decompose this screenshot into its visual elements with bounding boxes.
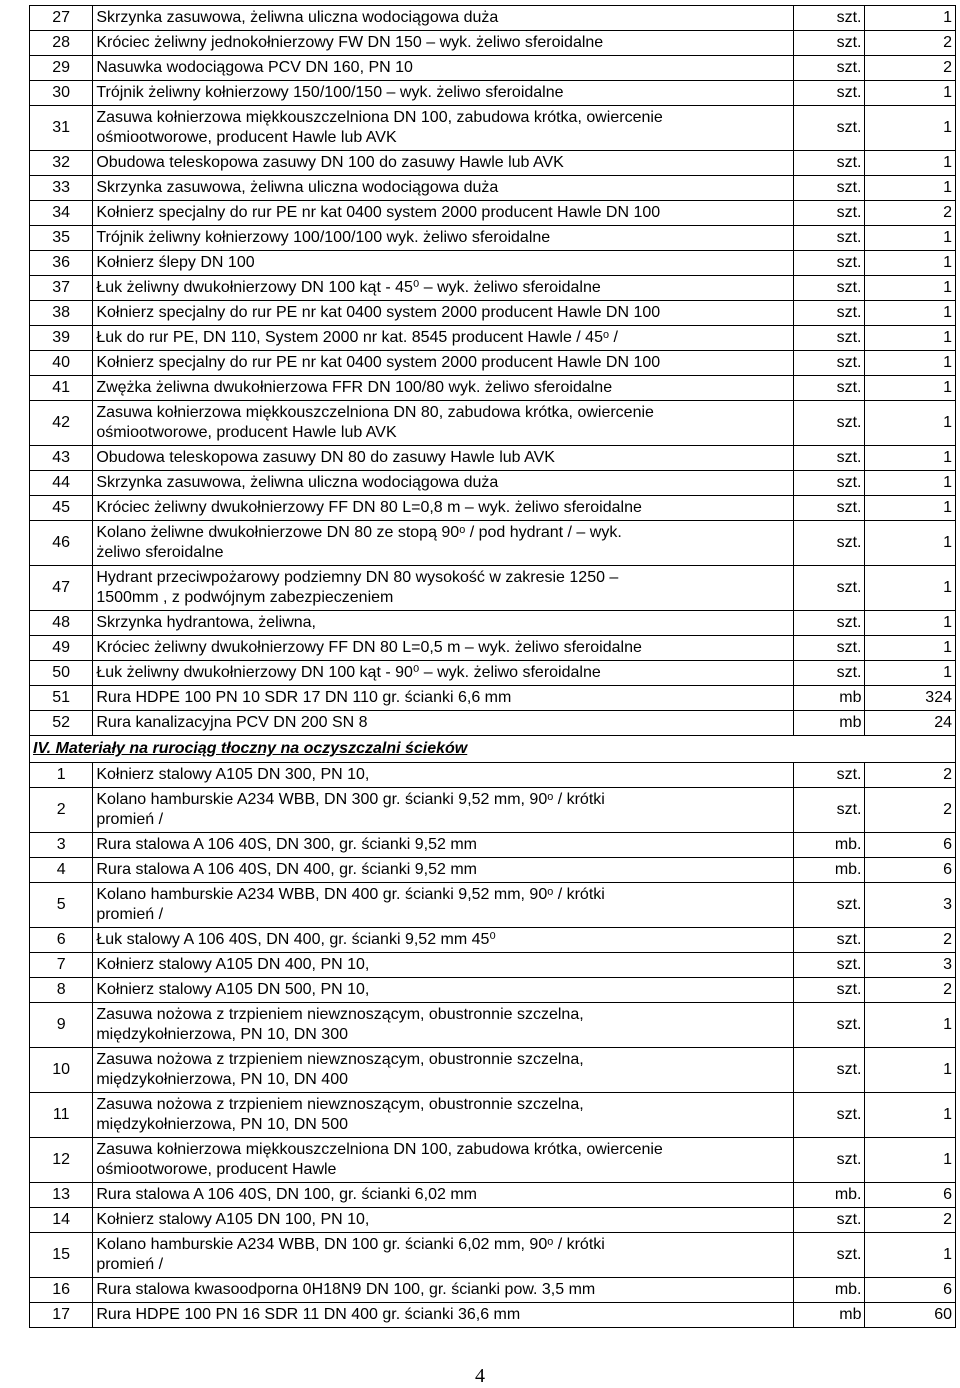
row-description (93, 151, 794, 176)
row-unit: mb (794, 1303, 865, 1328)
row-description (93, 106, 794, 151)
table-row (30, 351, 956, 376)
row-quantity: 2 (865, 763, 956, 788)
row-description (93, 833, 794, 858)
row-quantity: 1 (865, 301, 956, 326)
row-number: 1 (30, 763, 93, 788)
row-quantity: 1 (865, 251, 956, 276)
row-description (93, 978, 794, 1003)
row-unit: szt. (794, 661, 865, 686)
table-row (30, 201, 956, 226)
description-line: międzykołnierzowa, PN 10, DN 300 (96, 1026, 348, 1043)
row-unit: szt. (794, 226, 865, 251)
table-row (30, 81, 956, 106)
description-line: Kolano hamburskie A234 WBB, DN 400 gr. ścianki 9,52 mm, 90ᵒ / krótki (96, 886, 605, 903)
row-unit: szt. (794, 201, 865, 226)
row-unit: szt. (794, 1003, 865, 1048)
table-row (30, 496, 956, 521)
description-line: Zasuwa kołnierzowa miękkouszczelniona DN 80, zabudowa krótka, owiercenie (96, 404, 654, 421)
row-quantity: 1 (865, 1003, 956, 1048)
description-line: Rura HDPE 100 PN 10 SDR 17 DN 110 gr. ścianki 6,6 mm (96, 689, 512, 706)
row-number: 8 (30, 978, 93, 1003)
description-line: Zasuwa nożowa z trzpieniem niewznoszącym, obustronnie szczelna, (96, 1051, 584, 1068)
description-line: Kolano żeliwne dwukołnierzowe DN 80 ze stopą 90ᵒ / pod hydrant / – wyk. (96, 524, 622, 541)
row-quantity: 1 (865, 636, 956, 661)
row-unit: szt. (794, 106, 865, 151)
row-unit: szt. (794, 56, 865, 81)
row-unit: szt. (794, 1233, 865, 1278)
row-quantity: 324 (865, 686, 956, 711)
description-line: Rura stalowa A 106 40S, DN 100, gr. ścianki 6,02 mm (96, 1186, 477, 1203)
row-quantity: 1 (865, 521, 956, 566)
row-unit: szt. (794, 401, 865, 446)
row-quantity: 1 (865, 81, 956, 106)
row-unit: szt. (794, 636, 865, 661)
table-row (30, 883, 956, 928)
description-line: Skrzynka zasuwowa, żeliwna uliczna wodociągowa duża (96, 474, 499, 491)
table-row (30, 301, 956, 326)
row-description (93, 201, 794, 226)
section-row (30, 736, 956, 763)
table-row (30, 106, 956, 151)
description-line: Rura kanalizacyjna PCV DN 200 SN 8 (96, 714, 368, 731)
table-row (30, 56, 956, 81)
description-line: międzykołnierzowa, PN 10, DN 500 (96, 1116, 348, 1133)
row-number: 33 (30, 176, 93, 201)
row-unit: szt. (794, 301, 865, 326)
row-quantity: 1 (865, 566, 956, 611)
row-description (93, 401, 794, 446)
description-line: Kołnierz specjalny do rur PE nr kat 0400 system 2000 producent Hawle DN 100 (96, 354, 661, 371)
description-line: Rura HDPE 100 PN 16 SDR 11 DN 400 gr. ścianki 36,6 mm (96, 1306, 521, 1323)
description-line: Skrzynka zasuwowa, żeliwna uliczna wodociągowa duża (96, 9, 499, 26)
row-unit: szt. (794, 351, 865, 376)
row-unit: szt. (794, 978, 865, 1003)
row-number: 3 (30, 833, 93, 858)
table-row (30, 446, 956, 471)
row-unit: mb. (794, 1278, 865, 1303)
row-number: 50 (30, 661, 93, 686)
table-row (30, 566, 956, 611)
row-quantity: 1 (865, 446, 956, 471)
row-number: 46 (30, 521, 93, 566)
row-unit: szt. (794, 1138, 865, 1183)
row-unit: szt. (794, 326, 865, 351)
row-number: 11 (30, 1093, 93, 1138)
table-row (30, 788, 956, 833)
row-unit: szt. (794, 81, 865, 106)
row-number: 10 (30, 1048, 93, 1093)
row-description (93, 81, 794, 106)
table-row (30, 276, 956, 301)
row-quantity: 1 (865, 401, 956, 446)
row-unit: szt. (794, 446, 865, 471)
row-number: 51 (30, 686, 93, 711)
description-line: Zasuwa nożowa z trzpieniem niewznoszącym, obustronnie szczelna, (96, 1006, 584, 1023)
row-quantity: 1 (865, 106, 956, 151)
row-number: 34 (30, 201, 93, 226)
row-number: 52 (30, 711, 93, 736)
row-quantity: 2 (865, 788, 956, 833)
row-unit: szt. (794, 6, 865, 31)
description-line: Króciec żeliwny jednokołnierzowy FW DN 150 – wyk. żeliwo sferoidalne (96, 34, 604, 51)
row-description (93, 446, 794, 471)
row-quantity: 2 (865, 978, 956, 1003)
row-description (93, 301, 794, 326)
row-unit: szt. (794, 763, 865, 788)
row-number: 5 (30, 883, 93, 928)
description-line: 1500mm , z podwójnym zabezpieczeniem (96, 589, 394, 606)
row-description (93, 858, 794, 883)
row-description (93, 6, 794, 31)
table-row (30, 1233, 956, 1278)
row-quantity: 3 (865, 953, 956, 978)
table-row (30, 661, 956, 686)
row-quantity: 1 (865, 151, 956, 176)
row-unit: szt. (794, 566, 865, 611)
row-unit: szt. (794, 251, 865, 276)
table-row (30, 471, 956, 496)
table-row (30, 6, 956, 31)
row-number: 14 (30, 1208, 93, 1233)
row-unit: szt. (794, 1208, 865, 1233)
row-number: 38 (30, 301, 93, 326)
row-unit: szt. (794, 953, 865, 978)
description-line: Króciec żeliwny dwukołnierzowy FF DN 80 L=0,5 m – wyk. żeliwo sferoidalne (96, 639, 642, 656)
row-number: 7 (30, 953, 93, 978)
row-number: 36 (30, 251, 93, 276)
row-unit: szt. (794, 176, 865, 201)
row-number: 4 (30, 858, 93, 883)
row-number: 39 (30, 326, 93, 351)
row-number: 40 (30, 351, 93, 376)
row-number: 35 (30, 226, 93, 251)
page-number: 4 (475, 1365, 485, 1387)
description-line: Łuk żeliwny dwukołnierzowy DN 100 kąt - 45⁰ – wyk. żeliwo sferoidalne (96, 279, 601, 296)
description-line: Łuk stalowy A 106 40S, DN 400, gr. ścianki 9,52 mm 45⁰ (96, 931, 496, 948)
row-unit: szt. (794, 611, 865, 636)
row-quantity: 2 (865, 31, 956, 56)
row-quantity: 1 (865, 351, 956, 376)
description-line: Trójnik żeliwny kołnierzowy 150/100/150 – wyk. żeliwo sferoidalne (96, 84, 564, 101)
row-description (93, 686, 794, 711)
row-description (93, 496, 794, 521)
row-unit: szt. (794, 1093, 865, 1138)
table-row (30, 711, 956, 736)
row-unit: mb. (794, 833, 865, 858)
description-line: międzykołnierzowa, PN 10, DN 400 (96, 1071, 348, 1088)
row-description (93, 1278, 794, 1303)
row-description (93, 251, 794, 276)
row-number: 29 (30, 56, 93, 81)
description-line: ośmiootworowe, producent Hawle (96, 1161, 337, 1178)
row-quantity: 2 (865, 201, 956, 226)
table-row (30, 31, 956, 56)
description-line: Łuk żeliwny dwukołnierzowy DN 100 kąt - 90⁰ – wyk. żeliwo sferoidalne (96, 664, 601, 681)
row-number: 41 (30, 376, 93, 401)
row-description (93, 661, 794, 686)
row-unit: mb (794, 711, 865, 736)
row-quantity: 2 (865, 928, 956, 953)
row-quantity: 1 (865, 326, 956, 351)
row-unit: szt. (794, 471, 865, 496)
row-quantity: 6 (865, 1183, 956, 1208)
description-line: Nasuwka wodociągowa PCV DN 160, PN 10 (96, 59, 413, 76)
description-line: Łuk do rur PE, DN 110, System 2000 nr kat. 8545 producent Hawle / 45ᵒ / (96, 329, 618, 346)
description-line: Rura stalowa A 106 40S, DN 400, gr. ścianki 9,52 mm (96, 861, 477, 878)
row-number: 15 (30, 1233, 93, 1278)
row-quantity: 24 (865, 711, 956, 736)
section-heading: IV. Materiały na rurociąg tłoczny na oczyszczalni ścieków (30, 736, 956, 763)
table-row (30, 401, 956, 446)
row-number: 2 (30, 788, 93, 833)
row-number: 44 (30, 471, 93, 496)
row-number: 37 (30, 276, 93, 301)
table-row (30, 978, 956, 1003)
row-quantity: 3 (865, 883, 956, 928)
row-quantity: 1 (865, 1138, 956, 1183)
row-quantity: 2 (865, 1208, 956, 1233)
row-description (93, 471, 794, 496)
row-number: 30 (30, 81, 93, 106)
row-number: 49 (30, 636, 93, 661)
row-number: 48 (30, 611, 93, 636)
description-line: ośmiootworowe, producent Hawle lub AVK (96, 424, 397, 441)
materials-table-body (30, 6, 956, 1328)
row-description (93, 326, 794, 351)
table-row (30, 1278, 956, 1303)
description-line: Kołnierz specjalny do rur PE nr kat 0400 system 2000 producent Hawle DN 100 (96, 304, 661, 321)
description-line: Kołnierz stalowy A105 DN 500, PN 10, (96, 981, 370, 998)
description-line: Kołnierz stalowy A105 DN 400, PN 10, (96, 956, 370, 973)
row-quantity: 1 (865, 471, 956, 496)
row-description (93, 56, 794, 81)
table-row (30, 611, 956, 636)
description-line: Kolano hamburskie A234 WBB, DN 100 gr. ścianki 6,02 mm, 90ᵒ / krótki (96, 1236, 605, 1253)
row-description (93, 883, 794, 928)
row-description (93, 953, 794, 978)
row-unit: szt. (794, 376, 865, 401)
row-unit: szt. (794, 1048, 865, 1093)
description-line: Zwężka żeliwna dwukołnierzowa FFR DN 100/80 wyk. żeliwo sferoidalne (96, 379, 613, 396)
materials-table (29, 5, 956, 1328)
table-row (30, 226, 956, 251)
row-quantity: 1 (865, 176, 956, 201)
row-quantity: 1 (865, 6, 956, 31)
table-row (30, 928, 956, 953)
table-row (30, 1183, 956, 1208)
row-unit: mb (794, 686, 865, 711)
table-row (30, 376, 956, 401)
row-description (93, 1093, 794, 1138)
table-row (30, 686, 956, 711)
table-row (30, 151, 956, 176)
description-line: Rura stalowa kwasoodporna 0H18N9 DN 100, gr. ścianki pow. 3,5 mm (96, 1281, 596, 1298)
row-number: 13 (30, 1183, 93, 1208)
row-description (93, 611, 794, 636)
row-unit: szt. (794, 788, 865, 833)
row-description (93, 1183, 794, 1208)
row-number: 12 (30, 1138, 93, 1183)
row-description (93, 763, 794, 788)
row-unit: szt. (794, 31, 865, 56)
row-quantity: 1 (865, 1048, 956, 1093)
row-description (93, 1303, 794, 1328)
table-row (30, 251, 956, 276)
row-quantity: 6 (865, 858, 956, 883)
table-row (30, 1003, 956, 1048)
table-row (30, 833, 956, 858)
row-unit: szt. (794, 496, 865, 521)
description-line: Kolano hamburskie A234 WBB, DN 300 gr. ścianki 9,52 mm, 90ᵒ / krótki (96, 791, 605, 808)
row-number: 17 (30, 1303, 93, 1328)
row-number: 16 (30, 1278, 93, 1303)
row-quantity: 1 (865, 496, 956, 521)
row-description (93, 226, 794, 251)
table-row (30, 1303, 956, 1328)
row-unit: mb. (794, 1183, 865, 1208)
row-number: 6 (30, 928, 93, 953)
table-row (30, 1138, 956, 1183)
row-description (93, 1048, 794, 1093)
row-description (93, 788, 794, 833)
description-line: promień / (96, 811, 164, 828)
row-description (93, 176, 794, 201)
row-unit: szt. (794, 928, 865, 953)
description-line: promień / (96, 906, 164, 923)
row-quantity: 6 (865, 1278, 956, 1303)
row-unit: szt. (794, 521, 865, 566)
description-line: Obudowa teleskopowa zasuwy DN 80 do zasuwy Hawle lub AVK (96, 449, 555, 466)
description-line: Skrzynka hydrantowa, żeliwna, (96, 614, 316, 631)
row-unit: szt. (794, 276, 865, 301)
row-number: 31 (30, 106, 93, 151)
table-row (30, 326, 956, 351)
row-description (93, 276, 794, 301)
row-number: 42 (30, 401, 93, 446)
table-row (30, 636, 956, 661)
row-quantity: 60 (865, 1303, 956, 1328)
description-line: promień / (96, 1256, 164, 1273)
table-row (30, 176, 956, 201)
description-line: Zasuwa nożowa z trzpieniem niewznoszącym, obustronnie szczelna, (96, 1096, 584, 1113)
row-description (93, 1138, 794, 1183)
description-line: Obudowa teleskopowa zasuwy DN 100 do zasuwy Hawle lub AVK (96, 154, 564, 171)
row-quantity: 1 (865, 226, 956, 251)
row-quantity: 1 (865, 661, 956, 686)
row-description (93, 351, 794, 376)
row-description (93, 566, 794, 611)
row-quantity: 2 (865, 56, 956, 81)
row-number: 43 (30, 446, 93, 471)
row-unit: mb. (794, 858, 865, 883)
description-line: Kołnierz stalowy A105 DN 300, PN 10, (96, 766, 370, 783)
description-line: ośmiootworowe, producent Hawle lub AVK (96, 129, 397, 146)
table-row (30, 1048, 956, 1093)
description-line: Króciec żeliwny dwukołnierzowy FF DN 80 L=0,8 m – wyk. żeliwo sferoidalne (96, 499, 642, 516)
table-row (30, 953, 956, 978)
row-unit: szt. (794, 151, 865, 176)
description-line: Hydrant przeciwpożarowy podziemny DN 80 wysokość w zakresie 1250 – (96, 569, 619, 586)
row-number: 45 (30, 496, 93, 521)
table-row (30, 763, 956, 788)
row-description (93, 1233, 794, 1278)
description-line: Kołnierz specjalny do rur PE nr kat 0400 system 2000 producent Hawle DN 100 (96, 204, 661, 221)
table-row (30, 1093, 956, 1138)
document-page (29, 5, 956, 1328)
row-description (93, 928, 794, 953)
description-line: Trójnik żeliwny kołnierzowy 100/100/100 wyk. żeliwo sferoidalne (96, 229, 551, 246)
table-row (30, 1208, 956, 1233)
row-quantity: 1 (865, 611, 956, 636)
row-number: 27 (30, 6, 93, 31)
row-description (93, 1208, 794, 1233)
row-description (93, 31, 794, 56)
row-description (93, 636, 794, 661)
description-line: Zasuwa kołnierzowa miękkouszczelniona DN 100, zabudowa krótka, owiercenie (96, 109, 663, 126)
row-description (93, 711, 794, 736)
description-line: Skrzynka zasuwowa, żeliwna uliczna wodociągowa duża (96, 179, 499, 196)
row-quantity: 1 (865, 376, 956, 401)
row-description (93, 376, 794, 401)
row-description (93, 521, 794, 566)
row-number: 28 (30, 31, 93, 56)
row-quantity: 1 (865, 276, 956, 301)
table-row (30, 521, 956, 566)
row-number: 47 (30, 566, 93, 611)
row-quantity: 1 (865, 1233, 956, 1278)
description-line: Zasuwa kołnierzowa miękkouszczelniona DN 100, zabudowa krótka, owiercenie (96, 1141, 663, 1158)
description-line: żeliwo sferoidalne (96, 544, 224, 561)
description-line: Kołnierz stalowy A105 DN 100, PN 10, (96, 1211, 370, 1228)
row-number: 9 (30, 1003, 93, 1048)
row-number: 32 (30, 151, 93, 176)
table-row (30, 858, 956, 883)
row-unit: szt. (794, 883, 865, 928)
description-line: Rura stalowa A 106 40S, DN 300, gr. ścianki 9,52 mm (96, 836, 477, 853)
row-quantity: 1 (865, 1093, 956, 1138)
row-description (93, 1003, 794, 1048)
description-line: Kołnierz ślepy DN 100 (96, 254, 255, 271)
row-quantity: 6 (865, 833, 956, 858)
